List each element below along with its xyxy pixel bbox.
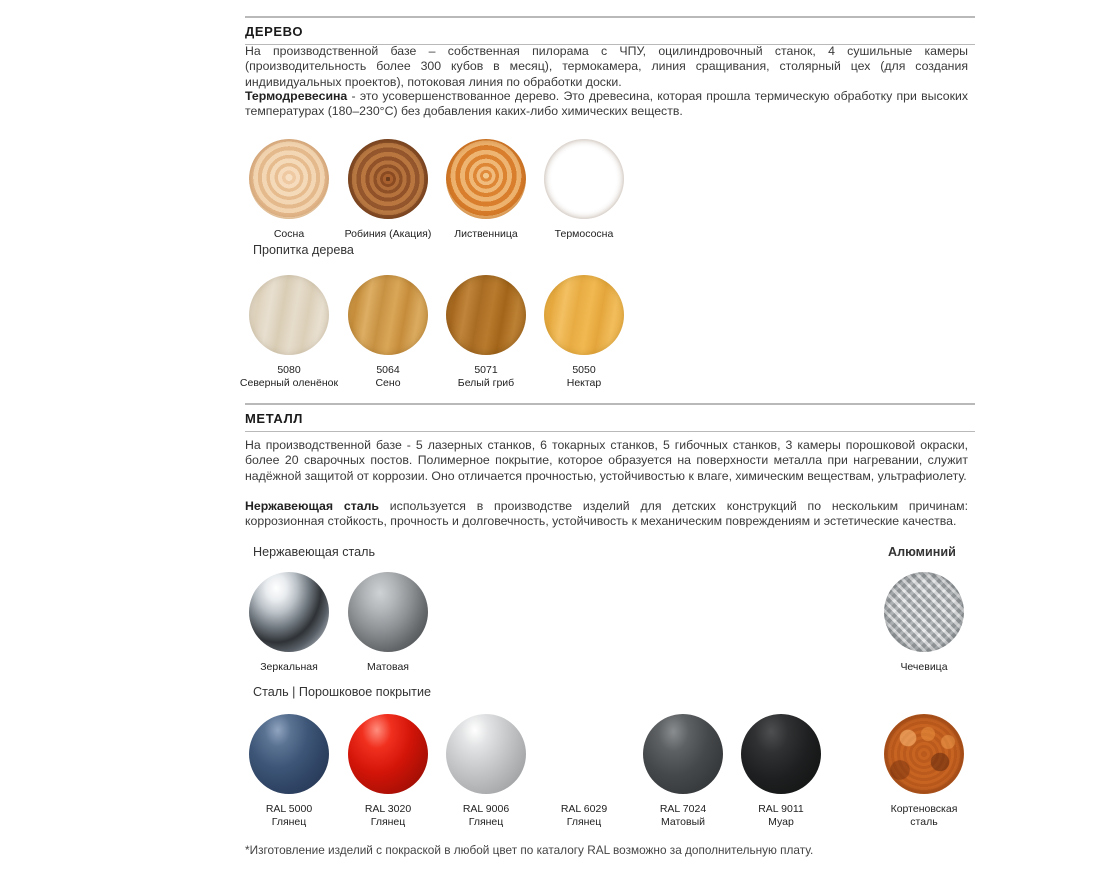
- powder-ral-9006-finish: Глянец: [468, 815, 504, 828]
- stainless-mirror-label: Зеркальная: [260, 661, 318, 673]
- stainless-mirror-sphere: [249, 572, 329, 652]
- powder-ral-5000-finish: Глянец: [271, 815, 307, 828]
- powder-ral-5000-code: RAL 5000: [265, 803, 313, 815]
- impregnation-5064-code: 5064: [376, 364, 400, 376]
- impregnation-5050-code: 5050: [572, 364, 596, 376]
- metal-paragraph-2-rest: используется в производстве изделий для детских конструкций по нескольким причинам: коррозионная стойкость, прочность и долговечность, устойчивость к механическим повреждениям и эстетические качества.: [245, 499, 969, 529]
- wood-impregnation-label: Пропитка дерева: [253, 243, 354, 257]
- impregnation-5071-code: 5071: [474, 364, 498, 376]
- impregnation-5064-name: Сено: [375, 376, 401, 389]
- powder-coating-label: Сталь | Порошковое покрытие: [253, 685, 431, 699]
- powder-ral-6029-finish: Глянец: [566, 815, 602, 828]
- section-header-wood: [245, 16, 975, 45]
- stainless-matte-label: Матовая: [367, 661, 409, 673]
- corten-steel[interactable]: [872, 714, 976, 828]
- impregnation-5071[interactable]: [434, 275, 538, 389]
- powder-ral-9011-code: RAL 9011: [758, 803, 804, 815]
- powder-ral-3020-finish: Глянец: [370, 815, 406, 828]
- powder-ral-9011-finish: Муар: [768, 815, 794, 828]
- wood-species-termososna[interactable]: [532, 139, 636, 241]
- wood-species-listvennica-label: Лиственница: [454, 228, 518, 240]
- powder-ral-9011-sphere: [741, 714, 821, 794]
- powder-ral-3020[interactable]: [336, 714, 440, 828]
- aluminium-chechevica[interactable]: [872, 572, 976, 674]
- powder-ral-7024-code: RAL 7024: [659, 803, 707, 815]
- powder-ral-6029[interactable]: [532, 714, 636, 828]
- section-header-metal: [245, 403, 975, 432]
- wood-species-robinia[interactable]: [336, 139, 440, 241]
- wood-species-sosna-disc: [249, 139, 329, 219]
- impregnation-5050-disc: [544, 275, 624, 355]
- powder-ral-9006-code: RAL 9006: [462, 803, 510, 815]
- powder-ral-5000[interactable]: [237, 714, 341, 828]
- aluminium-label: Алюминий: [888, 545, 956, 559]
- impregnation-5080-code: 5080: [277, 364, 301, 376]
- wood-paragraph-1: На производственной базе – собственная пилорама с ЧПУ, оцилиндровочный станок, 4 сушильные камеры (производительность более 300 кубов в месяц), термокамера, линия сращивания, столярный цех (для создания индивидуальных проектов), потоковая линия по обработки доски.: [245, 44, 968, 89]
- impregnation-5050[interactable]: [532, 275, 636, 389]
- powder-ral-6029-sphere: [544, 714, 624, 794]
- impregnation-5080[interactable]: [237, 275, 341, 389]
- stainless-label: Нержавеющая сталь: [253, 545, 376, 559]
- powder-ral-5000-sphere: [249, 714, 329, 794]
- wood-paragraph-2-rest: - это усовершенствованное дерево. Это древесина, которая прошла термическую обработку при высоких температурах (180–230°С) без добавления каких-либо химических веществ.: [245, 89, 968, 119]
- aluminium-chechevica-disc: [884, 572, 964, 652]
- impregnation-5080-name: Северный оленёнок: [239, 376, 339, 389]
- divider-metal: [245, 431, 975, 432]
- impregnation-5064[interactable]: [336, 275, 440, 389]
- stainless-matte-sphere: [348, 572, 428, 652]
- powder-ral-7024[interactable]: [631, 714, 735, 828]
- aluminium-chechevica-label: Чечевица: [900, 661, 948, 673]
- powder-ral-7024-finish: Матовый: [661, 815, 705, 828]
- wood-paragraph-2: [245, 89, 968, 120]
- wood-species-sosna-label: Сосна: [273, 228, 305, 240]
- corten-steel-code: Кортеновская: [890, 803, 958, 815]
- wood-species-termososna-label: Термососна: [554, 228, 614, 240]
- impregnation-5071-disc: [446, 275, 526, 355]
- powder-ral-9006-sphere: [446, 714, 526, 794]
- wood-species-robinia-disc: [348, 139, 428, 219]
- divider-top-metal: [245, 403, 975, 405]
- metal-paragraph-2-lead: Нержавеющая сталь: [245, 499, 379, 513]
- impregnation-5080-disc: [249, 275, 329, 355]
- powder-ral-9011[interactable]: [729, 714, 833, 828]
- wood-species-sosna[interactable]: [237, 139, 341, 241]
- impregnation-5064-disc: [348, 275, 428, 355]
- wood-species-listvennica-disc: [446, 139, 526, 219]
- footnote: *Изготовление изделий с покраской в любой цвет по каталогу RAL возможно за дополнительную плату.: [245, 843, 814, 857]
- powder-ral-7024-sphere: [643, 714, 723, 794]
- metal-paragraph-1: На производственной базе - 5 лазерных станков, 6 токарных станков, 5 гибочных станков, 3 камеры порошковой окраски, более 20 сварочных постов. Полимерное покрытие, которое образуется на поверхности металла при нагревании, служит надёжной защитой от коррозии. Оно отличается прочностью, устойчивостью к влаге, химическим веществам, ультрафиолету.: [245, 438, 968, 483]
- impregnation-5050-name: Нектар: [566, 376, 602, 389]
- section-title-metal: МЕТАЛЛ: [245, 411, 304, 426]
- powder-ral-6029-code: RAL 6029: [560, 803, 608, 815]
- wood-species-termososna-disc: [544, 139, 624, 219]
- metal-paragraph-2: [245, 499, 968, 530]
- impregnation-5071-name: Белый гриб: [457, 376, 515, 389]
- stainless-mirror[interactable]: [237, 572, 341, 674]
- powder-ral-9006[interactable]: [434, 714, 538, 828]
- wood-paragraph-2-lead: Термодревесина: [245, 89, 348, 103]
- corten-steel-disc: [884, 714, 964, 794]
- corten-steel-name: сталь: [910, 815, 938, 828]
- section-title-wood: ДЕРЕВО: [245, 24, 304, 39]
- wood-species-listvennica[interactable]: [434, 139, 538, 241]
- stainless-matte[interactable]: [336, 572, 440, 674]
- powder-ral-3020-code: RAL 3020: [364, 803, 412, 815]
- divider-top-wood: [245, 16, 975, 18]
- powder-ral-3020-sphere: [348, 714, 428, 794]
- wood-species-robinia-label: Робиния (Акация): [344, 228, 432, 240]
